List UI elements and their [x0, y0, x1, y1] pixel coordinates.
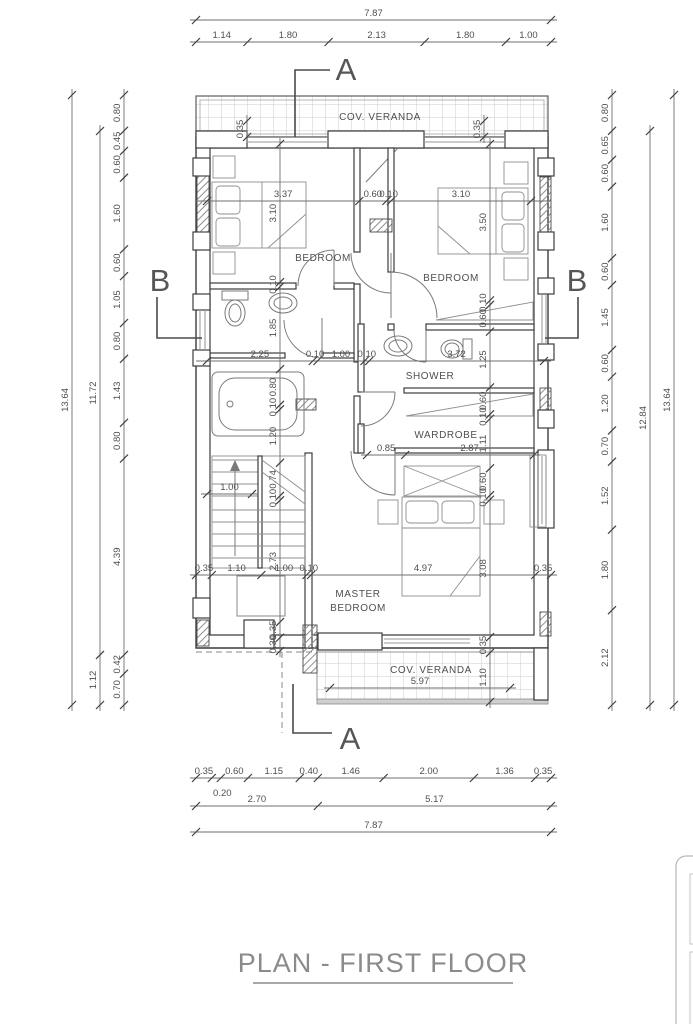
- dim-label: 0.10: [268, 275, 279, 294]
- dim-label: 1.52: [600, 486, 611, 505]
- dim-label: 0.10: [478, 488, 489, 507]
- dim-label: 3.50: [478, 212, 489, 232]
- dim-label: 1.60: [112, 204, 123, 223]
- dim-chain-right-overall: [662, 89, 678, 711]
- dim-chain-bottom-detail: [190, 766, 557, 799]
- dim-label: 5.17: [425, 794, 444, 805]
- dim-label: 1.14: [212, 30, 231, 41]
- dim-label: 1.00: [519, 30, 538, 41]
- dim-label: 1.46: [341, 766, 360, 777]
- dim-label: 0.80: [112, 331, 123, 351]
- dim-label: 1.00: [220, 482, 239, 493]
- dim-label: 0.60: [478, 472, 489, 491]
- dim-label: 0.10: [299, 563, 319, 574]
- dim-label: 0.60: [600, 262, 611, 281]
- dim-label: 1.05: [112, 290, 123, 309]
- dim-label: 0.10: [379, 189, 398, 200]
- dim-label: 2.87: [460, 443, 479, 454]
- dim-label: 0.70: [600, 436, 611, 456]
- room-label-wardrobe: WARDROBE: [414, 430, 478, 441]
- dim-label: 11.72: [88, 381, 99, 405]
- dim-chain-bottom-overall: [190, 820, 557, 836]
- dim-label: 7.87: [364, 8, 383, 19]
- dim-label: 0.74: [268, 470, 279, 489]
- dim-label: 2.13: [367, 30, 386, 41]
- dim-label: 0.10: [268, 397, 279, 417]
- drawing-title: PLAN - FIRST FLOOR: [237, 948, 529, 978]
- dim-label: 0.30: [268, 635, 279, 654]
- dim-label: 0.10: [305, 349, 325, 360]
- dim-label: 0.60: [600, 354, 611, 373]
- dim-label: 2.73: [268, 551, 279, 571]
- dim-label: 0.80: [600, 103, 611, 123]
- dim-label: 1.00: [331, 349, 351, 360]
- room-label-shower: SHOWER: [405, 371, 455, 382]
- dim-label: 1.20: [600, 394, 611, 413]
- pier-hatch: [540, 612, 551, 636]
- dim-label: 2.25: [250, 349, 270, 360]
- title-block: [238, 948, 529, 983]
- terrace-door-panel: [318, 633, 382, 650]
- section-letter: B: [566, 263, 588, 298]
- dim-label: 0.60: [363, 189, 383, 200]
- dim-label: 0.10: [478, 293, 489, 312]
- dim-chain-left-detail: [112, 89, 128, 711]
- dim-label: 5.97: [410, 676, 430, 687]
- dim-label: 3.37: [273, 189, 293, 200]
- pier-hatch: [540, 177, 551, 232]
- dim-label: 0.60: [112, 253, 123, 272]
- room-label-bedroom-right: BEDROOM: [423, 273, 479, 284]
- dim-label: 0.20: [213, 788, 232, 799]
- dim-label: 1.11: [478, 434, 489, 453]
- dim-label: 2.70: [247, 794, 267, 805]
- section-letter: A: [339, 721, 361, 756]
- dim-label: 1.20: [268, 426, 279, 446]
- room-label-master-line1: MASTER: [335, 589, 381, 600]
- room-label-veranda-bottom: COV. VERANDA: [390, 665, 472, 676]
- dim-label: 0.60: [600, 164, 611, 183]
- pier-hatch: [303, 625, 317, 673]
- dim-label: 1.43: [112, 381, 123, 401]
- dim-label: 0.35: [194, 563, 214, 574]
- dim-label: 4.39: [112, 547, 123, 566]
- dim-label: 1.25: [478, 350, 489, 369]
- dim-label: 1.80: [600, 560, 611, 580]
- pier-hatch: [296, 399, 316, 410]
- dim-label: 0.10: [357, 349, 377, 360]
- section-marker-b-right: [545, 263, 587, 338]
- dim-label: 3.08: [478, 559, 489, 578]
- dim-label: 0.60: [225, 766, 244, 777]
- dim-label: 0.42: [112, 655, 123, 674]
- dim-chain-left-overall: [60, 89, 76, 711]
- corner-detail-box: [676, 856, 693, 1024]
- dim-label: 1.60: [600, 213, 611, 232]
- dim-chain-right-mid: [638, 125, 654, 711]
- room-label-master-line2: BEDROOM: [330, 603, 386, 614]
- dim-label: 0.60: [112, 155, 123, 174]
- pier-hatch: [197, 176, 209, 232]
- dim-chain-top-overall: [190, 8, 557, 24]
- dim-label: 1.15: [264, 766, 284, 777]
- dim-label: 0.35: [472, 119, 483, 139]
- dim-label: 0.40: [299, 766, 319, 777]
- dim-label: 4.97: [413, 563, 433, 574]
- dim-label: 3.72: [447, 349, 466, 360]
- dim-label: 1.80: [278, 30, 298, 41]
- dim-label: 1.45: [600, 308, 611, 327]
- dim-label: 0.85: [376, 443, 396, 454]
- dim-label: 1.12: [88, 670, 99, 690]
- dim-label: 0.80: [112, 431, 123, 450]
- dim-label: 2.12: [600, 648, 611, 667]
- section-letter: A: [335, 52, 357, 87]
- dim-label: 0.45: [112, 131, 123, 151]
- dim-label: 1.00: [274, 563, 294, 574]
- dim-label: 0.35: [268, 620, 279, 640]
- dim-chain-bottom-mid: [190, 794, 557, 810]
- dim-label: 7.87: [364, 820, 383, 831]
- dim-label: 1.10: [478, 668, 489, 687]
- dim-label: 2.00: [419, 766, 439, 777]
- dim-label: 0.80: [268, 377, 279, 397]
- dim-label: 0.10: [478, 407, 489, 426]
- room-label-veranda-top: COV. VERANDA: [339, 112, 421, 123]
- dim-label: 0.70: [112, 680, 123, 699]
- dim-label: 1.10: [227, 563, 246, 574]
- dim-label: 0.35: [235, 119, 246, 139]
- pier-hatch: [197, 620, 209, 646]
- dim-label: 0.10: [268, 488, 279, 508]
- dim-label: 0.60: [478, 391, 489, 411]
- projection-dashed-lines: [196, 652, 318, 733]
- dim-label: 12.84: [638, 406, 649, 430]
- room-label-bedroom-left: BEDROOM: [295, 253, 351, 264]
- dim-label: 0.65: [600, 136, 611, 155]
- pier-hatch: [370, 219, 392, 232]
- dim-label: 1.80: [456, 30, 475, 41]
- dim-label: 3.10: [268, 203, 279, 223]
- dim-chain-right-detail: [600, 89, 616, 711]
- dim-label: 0.35: [533, 563, 553, 574]
- dim-chain-top-detail: [190, 30, 557, 46]
- dim-label: 0.35: [533, 766, 553, 777]
- dim-label: 1.85: [268, 318, 279, 338]
- dim-label: 13.64: [60, 388, 71, 412]
- pier-hatch: [540, 388, 551, 410]
- dim-label: 13.64: [662, 388, 673, 412]
- dim-label: 0.80: [112, 103, 123, 123]
- dim-label: 0.35: [194, 766, 214, 777]
- dim-label: 0.60: [478, 308, 489, 328]
- dim-label: 3.10: [451, 189, 471, 200]
- section-letter: B: [149, 263, 171, 298]
- dim-label: 1.36: [495, 766, 514, 777]
- dim-label: 0.35: [478, 635, 489, 655]
- dim-chain-left-mid: [88, 125, 104, 711]
